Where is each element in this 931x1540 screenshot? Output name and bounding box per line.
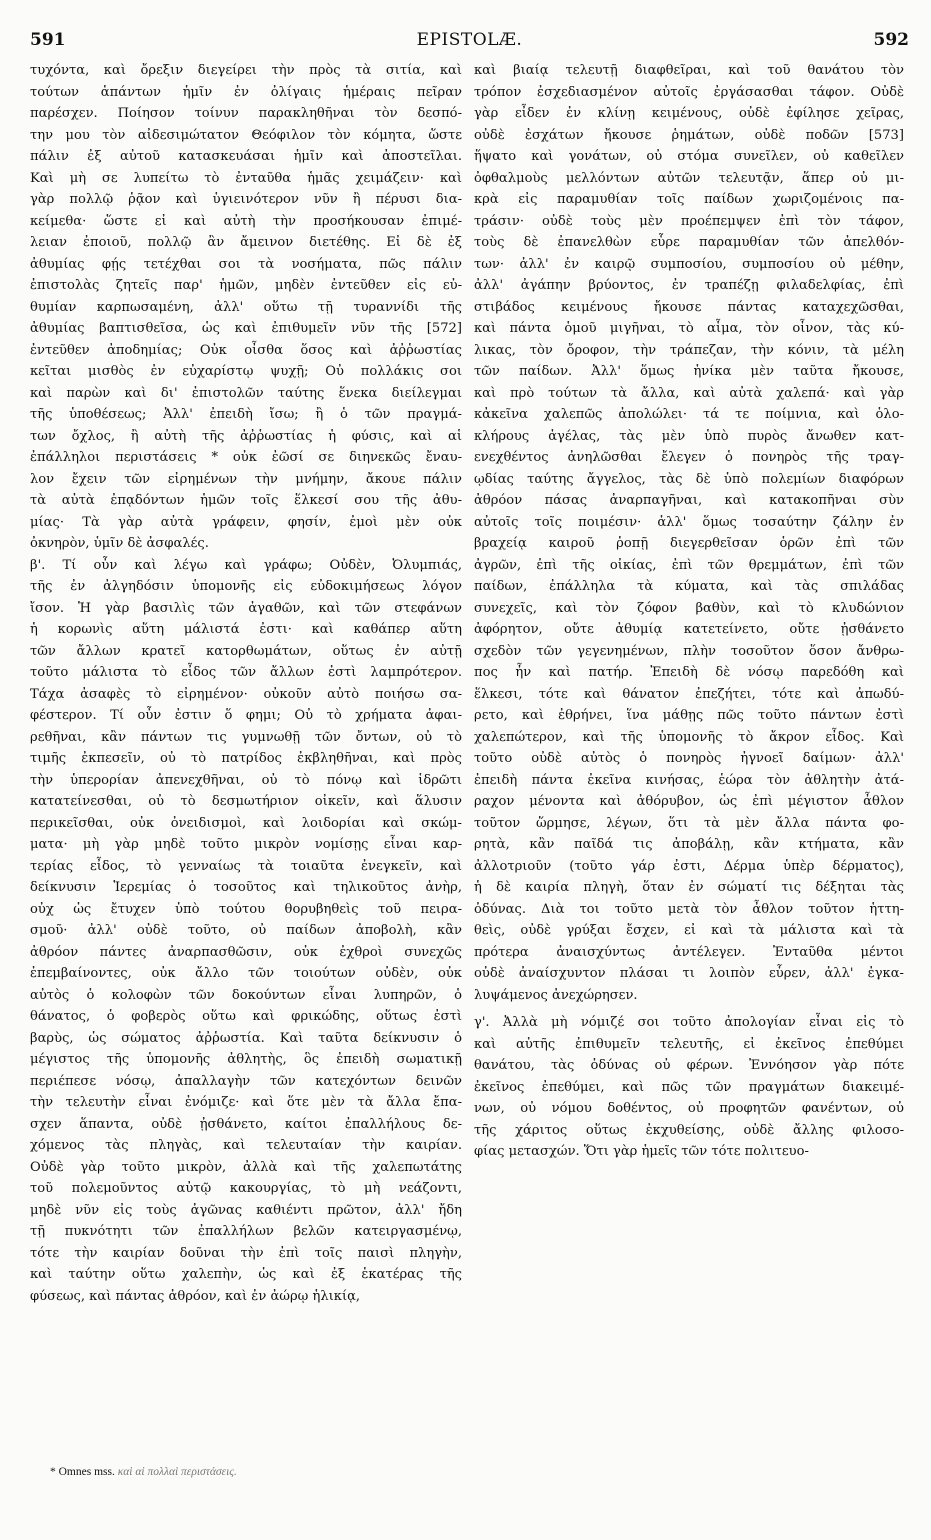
left-text-column xyxy=(30,60,462,1307)
text-line: νων, οὐ νόμου δοθέντος, οὐ προφητῶν φανέντων, οὐ xyxy=(474,1101,904,1116)
footnote-text: Omnes mss. xyxy=(58,1466,115,1478)
text-line: φίας μετασχών. Ὅτι γὰρ ἡμεῖς τῶν τότε πολιτευο- xyxy=(474,1144,809,1159)
text-line: καὶ βιαίᾳ τελευτῇ διαφθεῖραι, καὶ τοῦ θανάτου τὸν xyxy=(474,63,904,78)
text-line: ἐκεῖνος ἐπεθύμει, καὶ πῶς τῶν πραγμάτων διακειμέ- xyxy=(474,1079,904,1095)
text-line: σχεδὸν τῶν γεγενημένων, πλὴν τοσοῦτον ὅσον ἄνθρω- xyxy=(474,643,904,659)
text-line: ῳδίας ταύτης ἄγγελος, τὰς δὲ ὑπὸ πολεμίων διαφόρων xyxy=(474,471,904,487)
text-line: την μου τὸν αἰδεσιμώτατον Θεόφιλον τὸν κόμητα, ὥστε xyxy=(30,127,462,143)
text-line: ἐντεῦθεν ἀποδημίας; Οὐκ οἶσθα ὅσος καὶ ἀῤῥωστίας xyxy=(30,342,462,358)
text-line: κατατείνεσθαι, οὐ τὸ δεσμωτήριον οἰκεῖν, καὶ ἅλυσιν xyxy=(30,794,462,809)
text-line: βαρὺς, ὡς σώματος ἀῤῥωστία. Καὶ ταῦτα δείκνυσιν ὁ xyxy=(30,1030,462,1046)
text-line: ἕλκεσι, τότε καὶ θάνατον ἐπεζήτει, τότε καὶ ἀπωδύ- xyxy=(474,686,904,702)
text-line: ἀθυμίας βαπτισθεῖσα, ὡς καὶ ἐπιθυμεῖν νῦν τῆς [572] xyxy=(30,321,462,336)
text-line: καὶ ταύτην οὕτω χαλεπὴν, ὡς καὶ ἐξ ἑκατέρας τῆς xyxy=(30,1267,462,1282)
text-line: ἐπειδὴ πάντα ἐκεῖνα κινήσας, ἑώρα τὸν ἀθλητὴν ἀτά- xyxy=(474,772,904,788)
text-line: κεῖται μισθὸς ἐν εὐχαρίστῳ ψυχῇ; Οὐ πολλάκις σοι xyxy=(30,364,462,379)
text-line: ὀφθαλμοὺς μελλόντων αὐτῶν τελευτᾷν, ἅπερ οὐ μι- xyxy=(474,170,904,186)
page-number-right: 592 xyxy=(873,30,909,50)
running-head: EPISTOLÆ. xyxy=(416,30,523,50)
text-line: ἐπάλληλοι περιστάσεις * οὐκ ἐῶσί σε διηνεκῶς ἔναυ- xyxy=(30,450,462,465)
text-line: πος ἦν καὶ πατήρ. Ἐπειδὴ δὲ νόσῳ παρεδόθη καὶ xyxy=(474,665,904,680)
text-line: παίδων, ἐπάλληλα τὰ κύματα, καὶ τὰς σπιλάδας xyxy=(474,579,904,594)
text-line: ἐπιστολὰς ζητεῖς παρ' ἡμῶν, μηδὲν ἐντεῦθεν εἰς εὐ- xyxy=(30,278,462,293)
text-line: τὴν τελευτὴν εἶναι ἐνόμιζε· καὶ ὅτε μὲν τὰ ἄλλα ἔπα- xyxy=(30,1095,462,1110)
text-line: ἴσον. Ἡ γὰρ βασιλὶς τῶν ἀγαθῶν, καὶ τῶν στεφάνων xyxy=(30,600,462,616)
text-line: τῆς ἐν ἀλγηδόσιν ὑπομονῆς εἰς εὐδοκιμήσεως λόγον xyxy=(30,579,462,594)
text-line: τῇ πυκνότητι τῶν ἐπαλλήλων βελῶν κατειργασμένῳ, xyxy=(30,1224,462,1239)
text-line: ἀφόρητον, οὔτε ἀθυμίᾳ κατετείνετο, οὔτε ᾐσθάνετο xyxy=(474,622,904,637)
text-line: αὐτὸς ὁ κολοφὼν τῶν δοκούντων εἶναι λυπηρῶν, ὁ xyxy=(30,987,462,1003)
text-line: φύσεως, καὶ πάντας ἀθρόον, καὶ ἐν ἀώρῳ ἡλικίᾳ, xyxy=(30,1288,361,1304)
text-line: των ὄχλος, ἢ αὐτὴ τῆς ἀῤῥωστίας ἡ φύσις, καὶ αἱ xyxy=(30,428,462,444)
text-line: κἀκεῖνα χαλεπῶς ἀπολώλει· τά τε ποίμνια, καὶ ὁλο- xyxy=(474,407,904,422)
text-line: χαλεπώτερον, καὶ τῆς ὑπομονῆς τὸ ἄκρον εἶδος. Καὶ xyxy=(474,729,904,745)
text-line: οὐχ ὡς ἔτυχεν ὑπὸ τούτου θορυβηθεὶς τοῦ πειρα- xyxy=(30,901,462,917)
page-number-left: 591 xyxy=(30,30,66,50)
text-line: τότε τὴν καιρίαν δοῦναι τὴν ἐπὶ τοῖς παισὶ πληγὴν, xyxy=(30,1245,462,1261)
text-line: δείκνυσιν Ἱερεμίας ὁ τοσοῦτος καὶ τηλικοῦτος ἀνὴρ, xyxy=(30,880,462,895)
text-line: ἡ κορωνὶς αὕτη μάλιστά ἐστι· καὶ καθάπερ αὕτη xyxy=(30,622,462,637)
text-line: τὴν ὑπερορίαν ἀπενεχθῆναι, οὐ τὸ πόνῳ καὶ ἱδρῶτι xyxy=(30,772,462,788)
text-line: τοὺς δὲ ἐπανελθὼν εὗρε παραμυθίαν τῶν ἀπελθόν- xyxy=(474,235,904,250)
text-line: Τάχα ἀσαφὲς τὸ εἰρημένον· οὐκοῦν αὐτὸ ποιήσω σα- xyxy=(30,686,462,702)
text-line: θάνατος, ὁ φοβερὸς οὕτω καὶ φρικώδης, οὕτως ἐστὶ xyxy=(30,1009,462,1024)
text-line: τράσιν· οὐδὲ τοὺς μὲν προέπεμψεν ἐπὶ τὸν τάφον, xyxy=(474,213,904,229)
text-line: ενεχθέντος ἀνηλῶσθαι ἔλεγεν ὁ πονηρὸς τῆς τραγ- xyxy=(474,450,904,465)
text-line: ἀλλοτριοῦν (τοῦτο γάρ ἐστι, Δέρμα ὑπὲρ δέρματος), xyxy=(474,858,904,874)
text-line: ἀθρόον πάσας ἀναρπαγῆναι, καὶ κατακοπῆναι σὺν xyxy=(474,493,904,508)
text-line: γὰρ εἶδεν ἐν κλίνῃ κειμένους, οὐδὲ ἐφίλησε χεῖρας, xyxy=(474,106,904,121)
text-line: τοῦτον ὥρμησε, λέγων, ὅτι τὰ μὲν ἄλλα πάντα φο- xyxy=(474,815,904,831)
text-line: πάλιν ἐξ αὐτοῦ κατασκευάσαι ἡμῖν καὶ ἀποστεῖλαι. xyxy=(30,149,462,164)
text-line: καὶ παρὼν καὶ δι' ἐπιστολῶν ταύτης ἕνεκα διείλεγμαι xyxy=(30,385,462,401)
right-text-column xyxy=(474,60,904,1163)
text-line: καὶ αὐτῆς ἐπιθυμεῖν τελευτῆς, εἰ ἐκεῖνος ἐπεθύμει xyxy=(474,1036,904,1052)
page-header xyxy=(30,30,909,54)
text-line: λυψάμενος ἀνεχώρησεν. xyxy=(474,987,638,1003)
text-line: βραχείᾳ καιροῦ ῥοπῇ διεγερθεῖσαν ὁρῶν ἐπὶ τῶν xyxy=(474,536,904,551)
text-line: περικεῖσθαι, οὐκ ὀνειδισμοὶ, καὶ λοιδορίαι καὶ σκώμ- xyxy=(30,815,462,831)
text-line: τῆς χάριτος οὕτως ἐκχυθείσης, οὐδὲ ἄλλης φιλοσο- xyxy=(474,1122,904,1138)
text-line: καὶ πάντα ὁμοῦ μιγῆναι, τὸ αἷμα, τὸν οἶνον, τὰς κύ- xyxy=(474,321,904,336)
text-line: τῆς ὑποθέσεως; Ἀλλ' ἐπειδὴ ἴσω; ἢ ὁ τῶν πραγμά- xyxy=(30,407,462,422)
text-line: ραχον μένοντα καὶ ἀθόρυβον, ὡς ἐπὶ μέγιστον ἆθλον xyxy=(474,794,904,809)
text-line: τρόπον ἐσχεδιασμένον αὐτοῖς ἐργάσασθαι τάφον. Οὐδὲ xyxy=(474,84,904,100)
text-line: ἀθυμίας φῄς τετέχθαι σοι τὰ νοσήματα, πῶς πάλιν xyxy=(30,256,462,272)
text-line: ἀθρόον πάντες ἀναρπασθῶσιν, οὐκ ἐχθροὶ συνεχῶς xyxy=(30,944,462,960)
text-line: ματα· μὴ γὰρ μηδὲ τοῦτο μικρὸν νομίσῃς εἶναι καρ- xyxy=(30,837,462,852)
text-line: θεὶς, οὐδὲ γρύξαι ἔσχεν, εἰ καὶ τὰ μάλιστα καὶ τὰ xyxy=(474,923,904,938)
text-line: τὰ αὐτὰ ἐπᾳδόντων ἡμῶν τοῖς ἕλκεσί σου τῆς ἀθυ- xyxy=(30,493,462,508)
footnote xyxy=(50,1466,237,1478)
text-line: ἥψατο καὶ γονάτων, οὐ στόμα συνεῖλεν, οὐ καθεῖλεν xyxy=(474,149,904,164)
text-line: των· ἀλλ' ἐν καιρῷ συμποσίου, συμποσίου οὐ μέθην, xyxy=(474,256,904,272)
text-line: στιβάδος κειμένους ἤκουσε πάντας καταχεχῶσθαι, xyxy=(474,299,904,315)
text-line: σχεν ἅπαντα, οὐδὲ ᾐσθάνετο, καίτοι ἐπαλλήλους δε- xyxy=(30,1116,462,1132)
text-line: ρεθῆναι, κἂν πάντων τις γυμνωθῇ τῶν ὄντων, οὐ τὸ xyxy=(30,729,462,745)
text-line: β'. Τί οὖν καὶ λέγω καὶ γράφω; Οὐδὲν, Ὀλυμπιάς, xyxy=(30,557,462,573)
text-line: τερίας εἶδος, τὸ γενναίως τὰ τοιαῦτα ἐνεγκεῖν, καὶ xyxy=(30,858,462,874)
text-line: τυχόντα, καὶ ὄρεξιν διεγείρει τὴν πρὸς τὰ σιτία, καὶ xyxy=(30,63,462,78)
text-line: ὀδύνας. Διὰ τοι τοῦτο μετὰ τὸν ἆθλον τοῦτον ἡττη- xyxy=(474,901,904,917)
text-line: χόμενος τὰς πληγὰς, καὶ τελευταίαν τὴν καιρίαν. xyxy=(30,1138,462,1153)
text-line: γὰρ πολλῷ ῥᾷον καὶ ὑγιεινότερον νῦν ἢ πέρυσι δια- xyxy=(30,192,462,207)
text-line: γ'. Ἀλλὰ μὴ νόμιζέ σοι τοῦτο ἀπολογίαν εἶναι εἰς τὸ xyxy=(474,1015,904,1030)
text-line: Καὶ μὴ σε λυπείτω τὸ ἐνταῦθα ἡμᾶς χειμάζειν· καὶ xyxy=(30,170,462,186)
text-line: θανάτου, τὰς ὀδύνας οὐ φέρων. Ἐννόησον γὰρ πότε xyxy=(474,1058,904,1073)
text-line: Οὐδὲ γὰρ τοῦτο μικρὸν, ἀλλὰ καὶ τῆς χαλεπωτάτης xyxy=(30,1159,462,1175)
text-line: τοῦτο οὐδὲ αὐτὸς ὁ πονηρὸς ἠγνοεῖ δαίμων· ἀλλ' xyxy=(474,751,904,766)
text-line: συνεχεῖς, καὶ τὸν ζόφον βαθὺν, καὶ τὸ κλυδώνιον xyxy=(474,600,904,616)
text-line: περιέπεσε νόσῳ, ἀπαλλαγὴν τῶν κατεχόντων δεινῶν xyxy=(30,1073,462,1089)
text-line: ἀλλ' ἀγάπην βρύοντος, ἐν τραπέζῃ φιλαδελφίας, ἐπὶ xyxy=(474,278,904,293)
text-line: σμοῦ· ἀλλ' οὐδὲ τοῦτο, οὐ παίδων ἀποβολὴ, κἂν xyxy=(30,923,462,938)
text-line: τοῦτο μάλιστα τὸ εἶδος τῶν ἄλλων ἐστὶ λαμπρότερον. xyxy=(30,665,462,680)
text-line: τούτων ἁπάντων ἡμῖν ἐν ὀλίγαις ἡμέραις πεῖραν xyxy=(30,84,462,100)
text-line: τῶν παίδων. Ἀλλ' ὅμως ἡνίκα μὲν ταῦτα ἤκουσε, xyxy=(474,364,904,379)
text-line: ἡ δὲ καιρία πληγὴ, ὅταν ἐν σώματί τις δέξηται τὰς xyxy=(474,880,904,895)
footnote-marker: * xyxy=(50,1466,56,1478)
text-line: οὐδὲ ἐσχάτων ἤκουσε ῥημάτων, οὐδὲ ποδῶν [573] xyxy=(474,127,904,143)
text-line: λειαν ἐποιοῦ, πολλῷ ἂν ἄμεινον διετέθης. Εἰ δὲ ἐξ xyxy=(30,235,462,250)
text-line: πρότερα ἀναισχύντως ἀντέλεγεν. Ἐνταῦθα μέντοι xyxy=(474,944,904,960)
text-line: ἐπεμβαίνοντες, οὐκ ἄλλο τῶν τοιούτων οὐδὲν, οὐκ xyxy=(30,966,462,981)
text-line: φέστερον. Τί οὖν ἐστιν ὅ φημι; Οὐ τὸ χρήματα ἀφαι- xyxy=(30,708,462,723)
text-line: καὶ πρὸ τούτων τὰ ἄλλα, καὶ αὐτὰ χαλεπά· καὶ γὰρ xyxy=(474,385,904,401)
text-line: λικας, τὸν ὄροφον, τὴν τράπεζαν, τὴν κόνιν, τὰ μέλη xyxy=(474,342,904,358)
text-line: παρέσχεν. Ποίησον τοίνυν παρακληθῆναι τὸν δεσπό- xyxy=(30,106,462,121)
text-line: τῶν ἄλλων κρατεῖ κατορθωμάτων, οὕτως ἐν αὐτῇ xyxy=(30,643,462,659)
text-line: λον ἔχειν τῶν εἰρημένων τὴν μνήμην, ἄκουε πάλιν xyxy=(30,471,462,487)
text-line: κείμεθα· ὥστε εἰ καὶ αὐτὴ τὴν προσήκουσαν ἐπιμέ- xyxy=(30,213,462,229)
text-line: ρετο, καὶ ἐθρήνει, ἵνα μάθῃς πῶς τοῦτο πάντων ἐστὶ xyxy=(474,708,904,723)
text-line: μέγιστος τῆς ὑπομονῆς ἀθλητὴς, ὃς ἐπειδὴ σωματικῇ xyxy=(30,1052,462,1067)
text-line: μίας· Τὰ γὰρ αὐτὰ γράφειν, φησίν, ἐμοὶ μὲν οὐκ xyxy=(30,514,462,530)
text-line: οὐδὲ ἀναίσχυντον πλάσαι τι λοιπὸν εὗρεν, ἀλλ' ἐγκα- xyxy=(474,966,904,981)
text-line: κλήρους ἀγέλας, τὰς μὲν ὑπὸ πυρὸς ἄνωθεν κατ- xyxy=(474,428,904,444)
text-line: τιμῆς ἐκπεσεῖν, οὐ τὸ πατρίδος ἐκβληθῆναι, καὶ πρὸς xyxy=(30,751,462,766)
text-line: αὐτοῖς τοῖς ποιμέσιν· ἀλλ' ὅμως τοσαύτην ζάλην ἐν xyxy=(474,514,904,530)
text-line: ρητὰ, κἂν παῖδά τις ἀποβάλῃ, κἂν κτήματα, κἂν xyxy=(474,837,904,852)
text-line: θυμίαν καρπωσαμένη, ἀλλ' οὕτω τῇ τυραννίδι τῆς xyxy=(30,299,462,315)
text-line: τοῦ πολεμοῦντος αὐτῷ κακουργίας, τὸ μὴ νεάζοντι, xyxy=(30,1181,462,1196)
text-line: ὀκνηρὸν, ὑμῖν δὲ ἀσφαλές. xyxy=(30,536,209,551)
footnote-greek: καὶ αἱ πολλαὶ περιστάσεις. xyxy=(117,1466,237,1478)
text-line: ἀγρῶν, ἐπὶ τῆς οἰκίας, ἐπὶ τῶν θρεμμάτων, ἐπὶ τῶν xyxy=(474,557,904,573)
text-line: μηδὲ νῦν εἰς τοὺς ἀγῶνας καθιέντι πρῶτον, ἀλλ' ἤδη xyxy=(30,1202,462,1218)
text-line: κρὰ εἰς παραμυθίαν τοῖς παίδων χωριζομένοις πα- xyxy=(474,192,904,207)
